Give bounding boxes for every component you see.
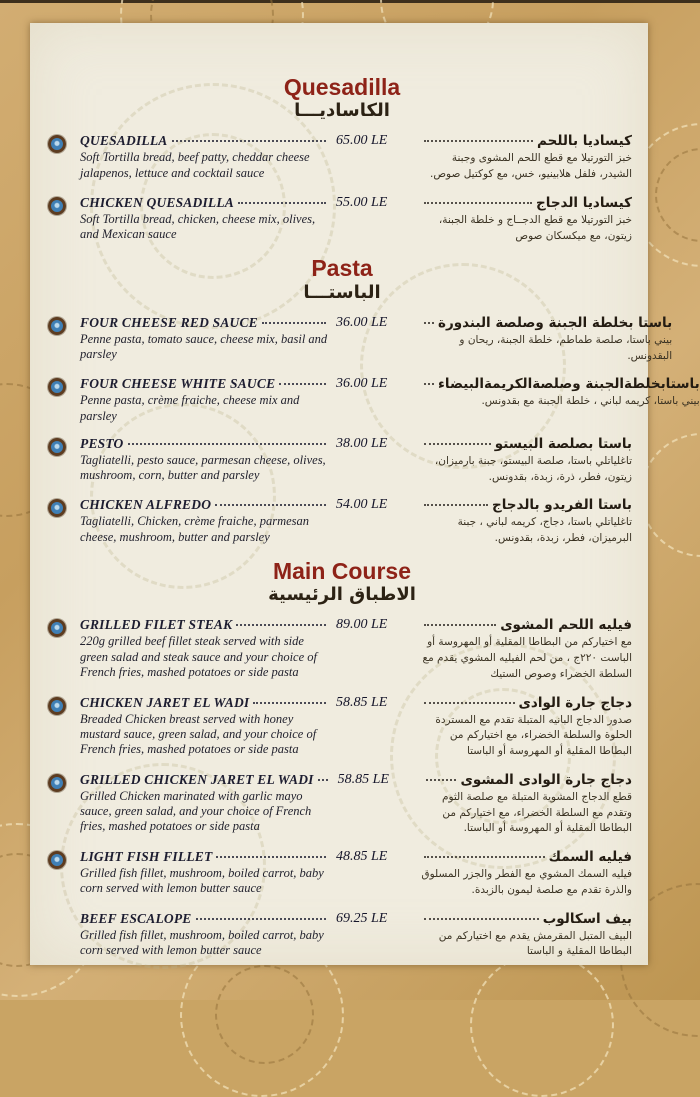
item-name-ar: باستابخلطةالجبنة وصلصةالكريمةالبيضاء [438, 376, 700, 393]
item-description: Grilled fish fillet, mushroom, boiled carrot, baby corn served with lemon butter sauce [80, 866, 324, 896]
item-name-ar: كيساديا الدجاج [536, 194, 632, 211]
dotted-leader [424, 383, 434, 385]
item-name-ar: باستا الفريدو بالدجاج [492, 497, 632, 514]
item-price: 58.85 LE [336, 694, 388, 710]
dotted-leader [279, 383, 326, 385]
brand-seal-icon [48, 697, 66, 715]
brand-seal-icon [48, 619, 66, 637]
item-price: 36.00 LE [336, 314, 388, 330]
item-description-ar: تاغلياتلي باستا، دجاج، كريمه لباني ، جبنة البرميزان، فطر، زبدة، بقدونس. [457, 516, 632, 545]
item-name-ar: بيف اسكالوب [542, 910, 632, 927]
dotted-leader [262, 322, 326, 324]
item-name: CHICKEN QUESADILLA [80, 194, 235, 210]
brand-seal-icon [48, 317, 66, 335]
item-name: GRILLED CHICKEN JARET EL WADI [80, 771, 314, 787]
dotted-leader [424, 918, 539, 920]
brand-seal-icon [48, 135, 66, 153]
dotted-leader [424, 702, 515, 704]
item-price: 48.85 LE [336, 849, 388, 865]
section-title-en: Quesadilla [283, 74, 401, 100]
item-name-ar: فيليه السمك [548, 849, 632, 866]
section-header [46, 559, 638, 607]
item-description-ar: قطع الدجاج المشوية المتبلة مع صلصة الثوم وتقدم مع السلطة الخضراء، مع اختياركم من البطاطا المقلية أو المهروسة أو الباستا. [441, 790, 632, 835]
item-name-ar: دجاج جارة الوادى [518, 694, 632, 711]
item-name-ar: كيساديا باللحم [537, 133, 632, 150]
brand-seal-icon [48, 438, 66, 456]
dotted-leader [128, 443, 326, 445]
dotted-leader [424, 443, 491, 445]
item-description: Tagliatelli, pesto sauce, parmesan cheese, olives, mushroom, corn, butter and parsley [80, 452, 326, 483]
item-description: Grilled fish fillet, mushroom, boiled carrot, baby corn served with lemon butter sauce [80, 927, 324, 957]
item-name: BEEF ESCALOPE [80, 910, 192, 926]
item-description: Penne pasta, crème fraiche, cheese mix and parsley [80, 393, 300, 423]
dotted-leader [424, 140, 533, 142]
item-name: GRILLED FILET STEAK [80, 617, 233, 633]
decor-ring [655, 148, 700, 242]
item-price: 69.25 LE [336, 910, 388, 926]
menu-item-grilled-filet-steak [46, 617, 638, 682]
item-name: FOUR CHEESE WHITE SAUCE [80, 376, 276, 392]
section-title-ar: الاطباق الرئيسية [268, 584, 416, 606]
menu-item-pesto [46, 436, 638, 486]
menu-section-main-course [46, 559, 638, 960]
item-name-ar: فيليه اللحم المشوى [500, 617, 632, 634]
menu-item-chicken-quesadilla [46, 195, 638, 245]
item-price: 58.85 LE [337, 771, 389, 787]
item-name: CHICKEN ALFREDO [80, 497, 212, 513]
dotted-leader [172, 140, 326, 142]
item-price: 65.00 LE [336, 133, 388, 149]
section-title-en: Main Course [272, 557, 412, 584]
item-price: 54.00 LE [336, 497, 388, 513]
menu-paper [30, 23, 700, 965]
item-price: 89.00 LE [336, 617, 388, 633]
item-description-ar: خبز التورتيلا مع قطع اللحم المشوى وجبنة الشيدر، فلفل هلابينيو، خس، مع كوكتيل صوص. [429, 152, 632, 181]
section-title-en: Pasta [311, 255, 373, 282]
brand-seal-icon [48, 499, 66, 517]
dotted-leader [424, 856, 545, 858]
dotted-leader [424, 322, 434, 324]
item-name: PESTO [80, 435, 124, 451]
dotted-leader [215, 504, 326, 506]
item-description-ar: بيني باستا، كريمه لباني ، خلطة الجبنة مع بقدونس. [481, 395, 700, 408]
item-name: FOUR CHEESE RED SAUCE [80, 314, 258, 330]
item-description-ar: البيف المتبل المقرمش يقدم مع اختياركم من البطاطا المقلية و الباستا [438, 929, 632, 958]
decor-ring [215, 965, 314, 1064]
item-description: Breaded Chicken breast served with honey mustard sauce, green salad, and your choice of French fries, mashed potatoes or side pasta [80, 711, 317, 757]
menu-item-quesadilla [46, 133, 638, 183]
item-description: 220g grilled beef fillet steak served with side green salad and steak sauce and your choice of French fries, mashed potatoes or side pasta [80, 634, 317, 679]
menu-item-beef-escalope [46, 911, 638, 961]
section-header [46, 256, 638, 304]
item-description-ar: صدور الدجاج البانيه المتبلة تقدم مع المستردة الحلوة والسلطة الخضراء، مع اختياركم من البطاطا المقلية أو المهروسة أو الباستا [435, 713, 632, 758]
item-name: CHICKEN JARET EL WADI [80, 694, 250, 710]
dotted-leader [216, 856, 326, 858]
dotted-leader [318, 779, 328, 781]
item-name-ar: باستا بخلطة الجبنة وصلصة البندورة [438, 314, 673, 331]
menu-item-chicken-jaret-el-wadi [46, 695, 638, 760]
dotted-leader [196, 918, 326, 920]
decor-ring [470, 953, 614, 1097]
item-price: 38.00 LE [336, 435, 388, 451]
item-name-ar: باستا بصلصة البيستو [494, 435, 632, 452]
item-price: 55.00 LE [336, 194, 388, 210]
item-description: Tagliatelli, Chicken, crème fraiche, parmesan cheese, mushroom, butter and parsley [80, 514, 310, 544]
item-name-ar: دجاج جارة الوادى المشوى [460, 771, 632, 788]
dotted-leader [426, 779, 457, 781]
item-description: Penne pasta, tomato sauce, cheese mix, basil and parsley [80, 331, 328, 362]
dotted-leader [253, 702, 326, 704]
dotted-leader [238, 202, 326, 204]
section-title-ar: الكاساديـــا [294, 100, 390, 122]
menu-item-grilled-chicken-jaret-el-wadi [46, 772, 638, 837]
item-description: Soft Tortilla bread, chicken, cheese mix, olives, and Mexican sauce [80, 211, 316, 242]
brand-seal-icon [48, 851, 66, 869]
menu-item-four-cheese-white [46, 376, 700, 424]
item-description-ar: تاغلياتلي باستا، صلصة البيستو، جبنة بارميزان، زيتون، فطر، ذرة، زبدة، بقدونس. [434, 454, 632, 483]
item-name: QUESADILLA [80, 133, 168, 149]
item-description-ar: بيني باستا، صلصة طماطم، خلطة الجبنة، ريحان و البقدونس. [459, 333, 673, 362]
dotted-leader [424, 202, 532, 204]
section-title-ar: الباستـــا [303, 281, 381, 303]
item-description-ar: فيليه السمك المشوي مع الفطر والجزر المسلوق والذرة تقدم مع صلصة ليمون بالزبدة. [421, 868, 632, 896]
item-price: 36.00 LE [336, 376, 388, 392]
item-name: LIGHT FISH FILLET [80, 849, 213, 865]
item-description: Grilled Chicken marinated with garlic mayo sauce, green salad, and your choice of French fries, mashed potatoes or side pasta [80, 788, 312, 834]
decor-ring [640, 433, 700, 557]
dotted-leader [424, 624, 496, 626]
menu-item-four-cheese-red [46, 314, 673, 365]
menu-section-quesadilla [46, 75, 638, 244]
dotted-leader [424, 504, 488, 506]
menu-item-light-fish-fillet [46, 849, 638, 899]
brand-seal-icon [48, 378, 66, 396]
brand-seal-icon [48, 197, 66, 215]
menu-item-chicken-alfredo [46, 497, 638, 547]
menu-section-pasta [46, 255, 700, 546]
item-description-ar: خبز التورتيلا مع قطع الدجــاج و خلطة الجبنة، زيتون، مع ميكسكان صوص [438, 213, 632, 242]
dotted-leader [236, 624, 326, 626]
item-description: Soft Tortilla bread, beef patty, cheddar cheese jalapenos, lettuce and cocktail sauce [80, 150, 310, 180]
item-description-ar: مع اختياركم من البطاطا المقلية أو المهروسة أو الباست ٢٢٠ج ، من لحم الفيليه المشوي يقدم مع السلطة الخضراء وصوص الستيك [422, 636, 632, 680]
section-header [46, 75, 638, 123]
brand-seal-icon [48, 774, 66, 792]
